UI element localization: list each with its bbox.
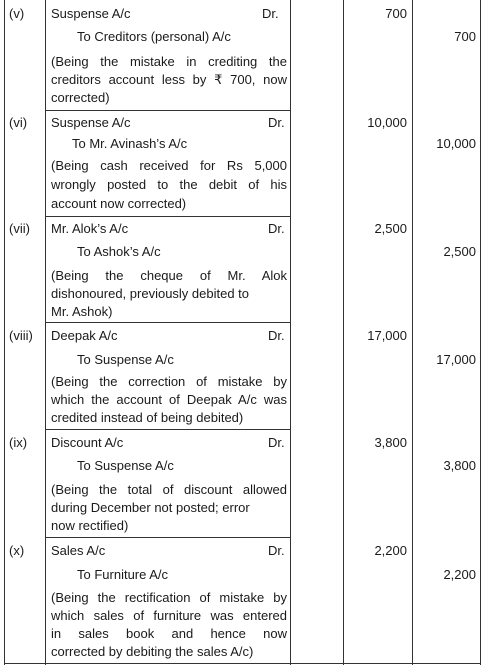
credit-amount: 2,200 [443, 567, 476, 582]
credit-account: To Mr. Avinash’s A/c [72, 136, 188, 151]
debit-amount: 17,000 [367, 328, 407, 343]
table-border-left [4, 0, 5, 665]
credit-account: To Ashok’s A/c [77, 244, 161, 259]
dr-label: Dr. [268, 115, 285, 130]
narration-line: wrongly posted to the debit of his [51, 177, 287, 192]
debit-account: Suspense A/c [51, 115, 131, 130]
narration-line: credited instead of being debited) [51, 410, 244, 425]
narration-line: corrected) [51, 90, 110, 105]
row-separator [45, 537, 290, 538]
dr-label: Dr. [268, 221, 285, 236]
credit-amount: 2,500 [443, 244, 476, 259]
narration-line: Mr. Ashok) [51, 304, 113, 319]
entry-number: (viii) [9, 328, 33, 343]
narration-line: during December not posted; error [51, 500, 250, 515]
credit-account: To Suspense A/c [77, 458, 174, 473]
narration-line: which sales of furniture was entered [51, 608, 287, 623]
debit-account: Mr. Alok’s A/c [51, 221, 129, 236]
narration-line: (Being the correction of mistake by [51, 374, 287, 389]
narration-line: in sales book and hence now [51, 626, 287, 641]
entry-number: (vii) [9, 221, 30, 236]
row-separator [45, 429, 290, 430]
row-separator [45, 322, 290, 323]
row-separator [45, 216, 290, 217]
dr-label: Dr. [268, 435, 285, 450]
narration-line: now rectified) [51, 518, 129, 533]
narration-line: account now corrected) [51, 196, 187, 211]
table-border-right [480, 0, 481, 665]
narration-line: creditors account less by ₹ 700, now [51, 72, 287, 87]
table-border-bottom [4, 663, 480, 664]
narration-line: corrected by debiting the sales A/c) [51, 644, 254, 659]
debit-amount: 10,000 [367, 115, 407, 130]
debit-amount: 3,800 [374, 435, 407, 450]
credit-amount: 3,800 [443, 458, 476, 473]
dr-label: Dr. [262, 6, 279, 21]
entry-number: (x) [9, 543, 25, 558]
credit-amount: 17,000 [436, 352, 476, 367]
narration-line: (Being the mistake in crediting the [51, 54, 287, 69]
entry-number: (ix) [9, 435, 28, 450]
credit-amount: 700 [454, 29, 476, 44]
entry-number: (v) [9, 6, 25, 21]
narration-line: (Being the cheque of Mr. Alok [51, 268, 287, 283]
entry-number: (vi) [9, 115, 28, 130]
debit-amount: 2,200 [374, 543, 407, 558]
credit-account: To Suspense A/c [77, 352, 174, 367]
debit-account: Deepak A/c [51, 328, 118, 343]
dr-label: Dr. [268, 328, 285, 343]
column-divider [290, 0, 291, 665]
column-divider [45, 0, 46, 665]
debit-account: Sales A/c [51, 543, 106, 558]
credit-amount: 10,000 [436, 136, 476, 151]
narration-line: (Being the rectification of mistake by [51, 590, 287, 605]
narration-line: dishonoured, previously debited to [51, 286, 250, 301]
narration-line: (Being cash received for Rs 5,000 [51, 158, 287, 173]
dr-label: Dr. [268, 543, 285, 558]
credit-account: To Furniture A/c [77, 567, 169, 582]
debit-account: Discount A/c [51, 435, 124, 450]
narration-line: (Being the total of discount allowed [51, 482, 287, 497]
debit-amount: 2,500 [374, 221, 407, 236]
narration-line: which the account of Deepak A/c was [51, 392, 287, 407]
debit-account: Suspense A/c [51, 6, 131, 21]
row-separator [45, 110, 290, 111]
debit-amount: 700 [385, 6, 407, 21]
credit-account: To Creditors (personal) A/c [77, 29, 231, 44]
